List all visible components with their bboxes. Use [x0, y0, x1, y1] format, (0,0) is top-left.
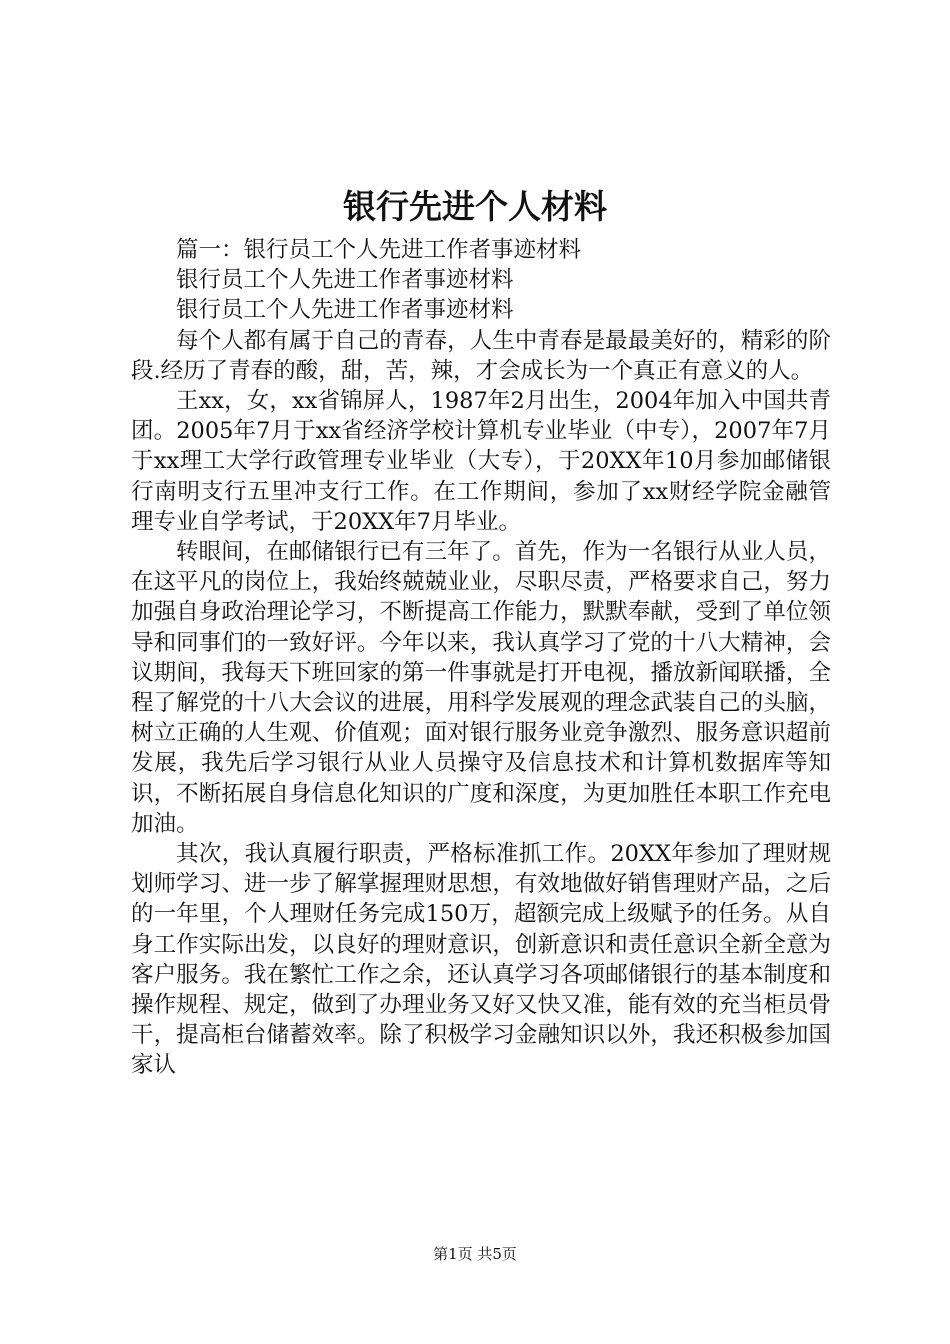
- subtitle-line: 银行员工个人先进工作者事迹材料: [176, 297, 514, 324]
- body-paragraph: 转眼间，在邮储银行已有三年了。首先，作为一名银行从业人员，在这平凡的岗位上，我始终兢兢业业，尽职尽责，严格要求自己，努力加强自身政治理论学习，不断提高工作能力，默默奉献，受到了单位领导和同事们的一致好评。今年以来，我认真学习了党的十八大精神，会议期间，我每天下班回家的第一件事就是打开电视，播放新闻联播，全程了解党的十八大会议的进展，用科学发展观的理念武装自己的头脑，树立正确的人生观、价值观；面对银行服务业竞争激烈、服务意识超前发展，我先后学习银行从业人员操守及信息技术和计算机数据库等知识，不断拓展自身信息化知识的广度和深度，为更加胜任本职工作充电加油。: [131, 539, 831, 837]
- document-title: 银行先进个人材料: [343, 187, 607, 226]
- document-body: [131, 235, 831, 1081]
- body-paragraph: 每个人都有属于自己的青春，人生中青春是最最美好的，精彩的阶段.经历了青春的酸，甜，苦，辣，才会成长为一个真正有意义的人。: [131, 327, 831, 384]
- chapter-heading: 篇一：银行员工个人先进工作者事迹材料: [176, 237, 582, 263]
- body-paragraph: 王xx，女，xx省锦屏人，1987年2月出生，2004年加入中国共青团。2005年7月于xx省经济学校计算机专业毕业（中专），2007年7月于xx理工大学行政管理专业毕业（大专），于20XX年10月参加邮储银行南明支行五里冲支行工作。在工作期间，参加了xx财经学院金融管理专业自学考试，于20XX年7月毕业。: [131, 388, 831, 535]
- page-footer: 第1页 共5页: [433, 1245, 517, 1263]
- body-paragraph: 其次，我认真履行职责，严格标准抓工作。20XX年参加了理财规划师学习、进一步了解掌握理财思想，有效地做好销售理财产品，之后的一年里，个人理财任务完成150万，超额完成上级赋予的任务。从自身工作实际出发，以良好的理财意识，创新意识和责任意识全新全意为客户服务。我在繁忙工作之余，还认真学习各项邮储银行的基本制度和操作规程、规定，做到了办理业务又好又快又准，能有效的充当柜员骨干，提高柜台储蓄效率。除了积极学习金融知识以外，我还积极参加国家认: [131, 841, 831, 1079]
- subtitle-line: 银行员工个人先进工作者事迹材料: [176, 267, 514, 294]
